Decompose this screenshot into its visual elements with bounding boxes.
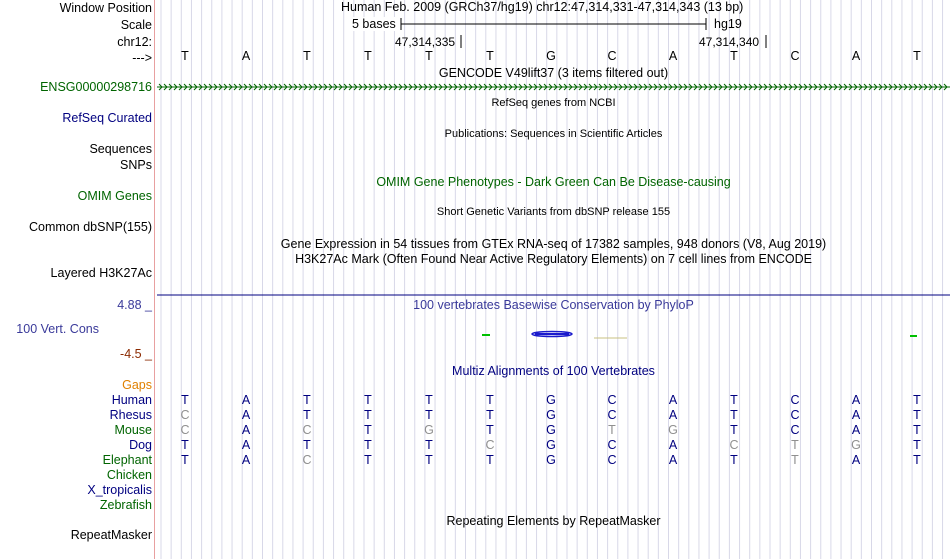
alignment-base: G	[546, 453, 556, 467]
reference-base: A	[851, 49, 861, 63]
reference-base: A	[241, 49, 251, 63]
alignment-base: T	[791, 453, 799, 467]
alignment-base: C	[180, 423, 190, 437]
position-left: 47,314,335	[395, 35, 456, 49]
alignment-base: T	[486, 408, 494, 422]
scale-label: Scale	[120, 18, 152, 32]
position-right: 47,314,340	[699, 35, 760, 49]
alignment-base: C	[485, 438, 495, 452]
alignment-base: C	[607, 393, 617, 407]
alignment-base: T	[364, 393, 372, 407]
alignment-base: A	[241, 423, 251, 437]
species-label: X_tropicalis	[87, 483, 152, 497]
strand-arrow-label: --->	[132, 51, 152, 65]
alignment-base: T	[791, 438, 799, 452]
reference-base: T	[303, 49, 311, 63]
alignment-base: T	[913, 408, 921, 422]
alignment-base: G	[546, 423, 556, 437]
alignment-base: T	[486, 393, 494, 407]
dbsnp-track-title: Short Genetic Variants from dbSNP release 155	[436, 206, 671, 218]
gencode-track-title: GENCODE V49lift37 (3 items filtered out)	[438, 66, 669, 80]
label-divider	[154, 0, 155, 559]
alignment-base: T	[364, 438, 372, 452]
alignment-base: A	[851, 423, 861, 437]
sequences-track-label[interactable]: Sequences	[89, 142, 152, 156]
alignment-base: T	[425, 453, 433, 467]
reference-base: T	[913, 49, 921, 63]
alignment-base: T	[425, 393, 433, 407]
alignment-base: T	[730, 408, 738, 422]
reference-base: G	[546, 49, 556, 63]
alignment-base: A	[851, 453, 861, 467]
alignment-base: A	[241, 408, 251, 422]
alignment-base: T	[425, 438, 433, 452]
alignment-base: C	[607, 453, 617, 467]
alignment-base: T	[486, 423, 494, 437]
track-label-column	[0, 0, 154, 559]
reference-base: T	[425, 49, 433, 63]
repeatmasker-track-label[interactable]: RepeatMasker	[70, 528, 152, 542]
alignment-base: T	[913, 423, 921, 437]
refseq-track-label[interactable]: RefSeq Curated	[62, 111, 152, 125]
gene-track-label[interactable]: ENSG00000298716	[40, 80, 152, 94]
publications-track-title: Publications: Sequences in Scientific Articles	[444, 128, 663, 140]
alignment-base: T	[730, 423, 738, 437]
alignment-base: A	[241, 393, 251, 407]
alignment-base: C	[790, 423, 800, 437]
species-label: Elephant	[102, 453, 152, 467]
alignment-base: C	[607, 438, 617, 452]
cons-track-label[interactable]: 100 Vert. Cons	[16, 322, 99, 336]
reference-base: T	[486, 49, 494, 63]
alignment-base: T	[730, 453, 738, 467]
alignment-base: T	[608, 423, 616, 437]
alignment-base: G	[424, 423, 434, 437]
h3k27ac-track-title: H3K27Ac Mark (Often Found Near Active Regulatory Elements) on 7 cell lines from ENCODE	[295, 252, 812, 266]
alignment-base: C	[607, 408, 617, 422]
alignment-base: C	[302, 453, 312, 467]
chrom-label: chr12:	[117, 35, 152, 49]
alignment-base: A	[668, 438, 678, 452]
alignment-base: T	[181, 453, 189, 467]
scale-text: 5 bases	[352, 17, 396, 31]
omim-track-title: OMIM Gene Phenotypes - Dark Green Can Be Disease-causing	[376, 175, 731, 189]
alignment-base: T	[364, 408, 372, 422]
alignment-base: T	[364, 423, 372, 437]
reference-base: T	[730, 49, 738, 63]
omim-track-label[interactable]: OMIM Genes	[77, 189, 152, 203]
alignment-base: A	[851, 393, 861, 407]
alignment-base: C	[790, 408, 800, 422]
alignment-base: T	[913, 393, 921, 407]
dbsnp-track-label[interactable]: Common dbSNP(155)	[29, 220, 152, 234]
window-position-label: Window Position	[59, 1, 152, 15]
alignment-base: T	[486, 453, 494, 467]
alignment-base: T	[181, 438, 189, 452]
reference-base: T	[181, 49, 189, 63]
alignment-base: T	[181, 393, 189, 407]
alignment-base: A	[668, 393, 678, 407]
reference-base: C	[790, 49, 800, 63]
reference-base: C	[607, 49, 617, 63]
alignment-base: G	[546, 438, 556, 452]
alignment-base: T	[730, 393, 738, 407]
species-label: Mouse	[114, 423, 152, 437]
alignment-base: G	[668, 423, 678, 437]
window-title: Human Feb. 2009 (GRCh37/hg19) chr12:47,314,331-47,314,343 (13 bp)	[341, 0, 744, 14]
alignment-base: T	[303, 408, 311, 422]
cons-max-label: 4.88 _	[117, 298, 152, 312]
alignment-base: T	[913, 438, 921, 452]
cons-min-label: -4.5 _	[120, 347, 152, 361]
alignment-base: C	[729, 438, 739, 452]
species-label: Human	[111, 393, 152, 407]
refseq-track-title: RefSeq genes from NCBI	[491, 97, 616, 109]
alignment-base: T	[303, 393, 311, 407]
alignment-base: A	[241, 438, 251, 452]
alignment-base: T	[425, 408, 433, 422]
alignment-base: A	[851, 408, 861, 422]
species-label: Dog	[129, 438, 152, 452]
alignment-base: A	[668, 408, 678, 422]
species-label: Rhesus	[109, 408, 152, 422]
reference-base: A	[668, 49, 678, 63]
alignment-base: T	[913, 453, 921, 467]
species-label: Zebrafish	[99, 498, 152, 512]
alignment-base: T	[364, 453, 372, 467]
gtex-track-title: Gene Expression in 54 tissues from GTEx RNA-seq of 17382 samples, 948 donors (V8, Aug 2019)	[280, 237, 827, 251]
alignment-base: G	[546, 393, 556, 407]
assembly-text: hg19	[714, 17, 742, 31]
gene-strand-line[interactable]	[157, 82, 950, 92]
h3k27ac-track-label[interactable]: Layered H3K27Ac	[50, 266, 152, 280]
alignment-base: T	[303, 438, 311, 452]
reference-base: T	[364, 49, 372, 63]
alignment-base: A	[241, 453, 251, 467]
alignment-base: C	[180, 408, 190, 422]
phylop-track-title: 100 vertebrates Basewise Conservation by PhyloP	[413, 298, 694, 312]
snps-track-label[interactable]: SNPs	[120, 158, 152, 172]
alignment-base: C	[302, 423, 312, 437]
multiz-track-title: Multiz Alignments of 100 Vertebrates	[452, 364, 655, 378]
alignment-base: G	[546, 408, 556, 422]
alignment-base: C	[790, 393, 800, 407]
scale-bar	[0, 0, 950, 60]
species-label: Chicken	[106, 468, 152, 482]
gaps-label: Gaps	[122, 378, 152, 392]
alignment-base: G	[851, 438, 861, 452]
repeatmasker-track-title: Repeating Elements by RepeatMasker	[446, 514, 661, 528]
alignment-base: A	[668, 453, 678, 467]
